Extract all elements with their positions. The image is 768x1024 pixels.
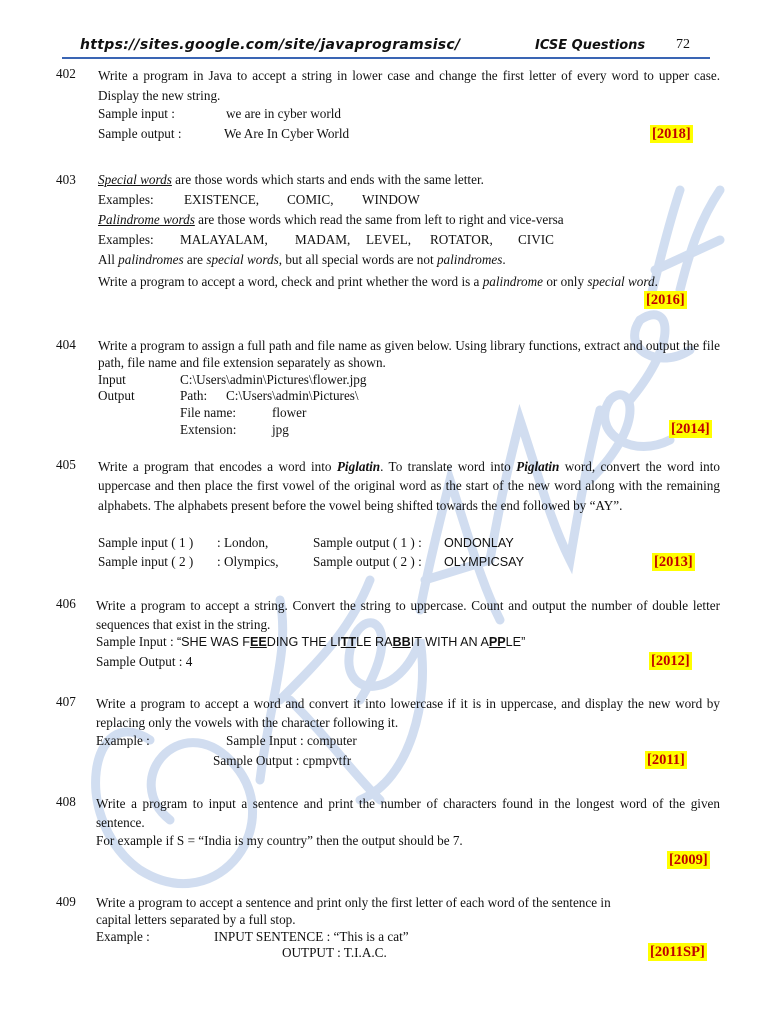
- extension-label: Extension:: [180, 422, 237, 437]
- sample-output-value: We Are In Cyber World: [224, 126, 350, 141]
- question-number: 404: [56, 337, 76, 352]
- question-number: 402: [56, 66, 76, 81]
- question-text: Write a program that encodes a word into Piglatin. To translate word into Piglatin word, convert the word into uppercase and then place the first vowel of the original word as the start of the new word along with the remaining alphabets. The alphabets present before the vowel being shifted towards the end followed by “AY”.: [98, 459, 720, 513]
- header-rule: [62, 57, 710, 59]
- definition-special-words: Special words are those words which starts and ends with the same letter.: [98, 172, 484, 187]
- sample-input-1-value: : London,: [217, 535, 269, 550]
- page-number: 72: [676, 37, 690, 52]
- palindrome-statement: All palindromes are special words, but all special words are not palindromes.: [98, 252, 506, 267]
- example-label: Example :: [96, 929, 150, 944]
- sample-output: Sample Output : 4: [96, 654, 193, 669]
- sample-input-2-label: Sample input ( 2 ): [98, 554, 194, 569]
- page-header: [0, 0, 768, 60]
- sample-output-1-value: ONDONLAY: [444, 536, 514, 550]
- question-number: 405: [56, 457, 76, 472]
- question-text: Write a program to accept a string. Convert the string to uppercase. Count and output the number of double letter sequences that exist in the string.: [96, 598, 720, 632]
- sample-output-2-value: OLYMPICSAY: [444, 555, 525, 569]
- question-text: Write a program in Java to accept a string in lower case and change the first letter of every word to upper case. Display the new string.: [98, 68, 720, 103]
- year-badge: [2018]: [652, 126, 691, 142]
- output-label: Output: [98, 388, 135, 403]
- output-text: OUTPUT : T.I.A.C.: [282, 945, 387, 960]
- input-value: C:\Users\admin\Pictures\flower.jpg: [180, 372, 367, 387]
- question-text: Write a program to accept a sentence and print only the first letter of each word of the sentence in capital letters separated by a full stop.: [96, 895, 611, 927]
- question-text: Write a program to accept a word and convert it into lowercase if it is in uppercase, and display the new word by replacing only the vowels with the character following it.: [96, 696, 720, 730]
- sample-input-2-value: : Olympics,: [217, 554, 279, 569]
- example-word: COMIC,: [287, 192, 334, 207]
- question-number: 403: [56, 172, 76, 187]
- example-word: MADAM,: [295, 232, 351, 247]
- question-number: 406: [56, 596, 76, 611]
- input-sentence: INPUT SENTENCE : “This is a cat”: [214, 929, 409, 944]
- file-name-value: flower: [272, 405, 307, 420]
- sample-output: Sample Output : cpmpvtfr: [213, 753, 352, 768]
- year-badge: [2016]: [646, 292, 685, 308]
- example-word: WINDOW: [362, 192, 420, 207]
- question-number: 409: [56, 894, 76, 909]
- example-word: CIVIC: [518, 232, 554, 247]
- example-text: For example if S = “India is my country” then the output should be 7.: [96, 833, 463, 848]
- question-number: 407: [56, 694, 76, 709]
- sample-input-label: Sample input :: [98, 106, 175, 121]
- question-text: Write a program to input a sentence and print the number of characters found in the longest word of the given sentence.: [96, 796, 720, 830]
- question-number: 408: [56, 794, 76, 809]
- extension-value: jpg: [272, 422, 289, 437]
- example-word: ROTATOR,: [430, 232, 493, 247]
- sample-input: Sample Input : computer: [226, 733, 357, 748]
- year-badge: [2011SP]: [650, 944, 705, 960]
- year-badge: [2011]: [647, 752, 685, 768]
- file-name-label: File name:: [180, 405, 237, 420]
- question-text: Write a program to assign a full path and file name as given below. Using library functions, extract and output the file path, file name and file extension separately as shown.: [98, 338, 720, 370]
- example-word: LEVEL,: [366, 232, 412, 247]
- path-value: C:\Users\admin\Pictures\: [226, 388, 359, 403]
- path-label: Path:: [180, 388, 208, 403]
- examples-label: Examples:: [98, 192, 154, 207]
- question-task: Write a program to accept a word, check and print whether the word is a palindrome or only special word.: [98, 274, 658, 289]
- examples-label: Examples:: [98, 232, 154, 247]
- example-word: EXISTENCE,: [184, 192, 260, 207]
- year-badge: [2009]: [669, 852, 708, 868]
- header-title: ICSE Questions: [535, 38, 646, 53]
- input-label: Input: [98, 372, 126, 387]
- year-badge: [2013]: [654, 554, 693, 570]
- example-word: MALAYALAM,: [180, 232, 268, 247]
- sample-output-2-label: Sample output ( 2 ) :: [313, 554, 422, 569]
- year-badge: [2014]: [671, 421, 710, 437]
- example-label: Example :: [96, 733, 150, 748]
- sample-output-1-label: Sample output ( 1 ) :: [313, 535, 422, 550]
- sample-input-value: we are in cyber world: [226, 106, 341, 121]
- header-url: https://sites.google.com/site/javaprogramsisc/: [80, 37, 461, 53]
- sample-input: Sample Input : “SHE WAS FEEDING THE LITTLE RABBIT WITH AN APPLE”: [96, 634, 526, 649]
- sample-output-label: Sample output :: [98, 126, 182, 141]
- year-badge: [2012]: [651, 653, 690, 669]
- definition-palindrome-words: Palindrome words are those words which read the same from left to right and vice-versa: [98, 212, 564, 227]
- sample-input-1-label: Sample input ( 1 ): [98, 535, 194, 550]
